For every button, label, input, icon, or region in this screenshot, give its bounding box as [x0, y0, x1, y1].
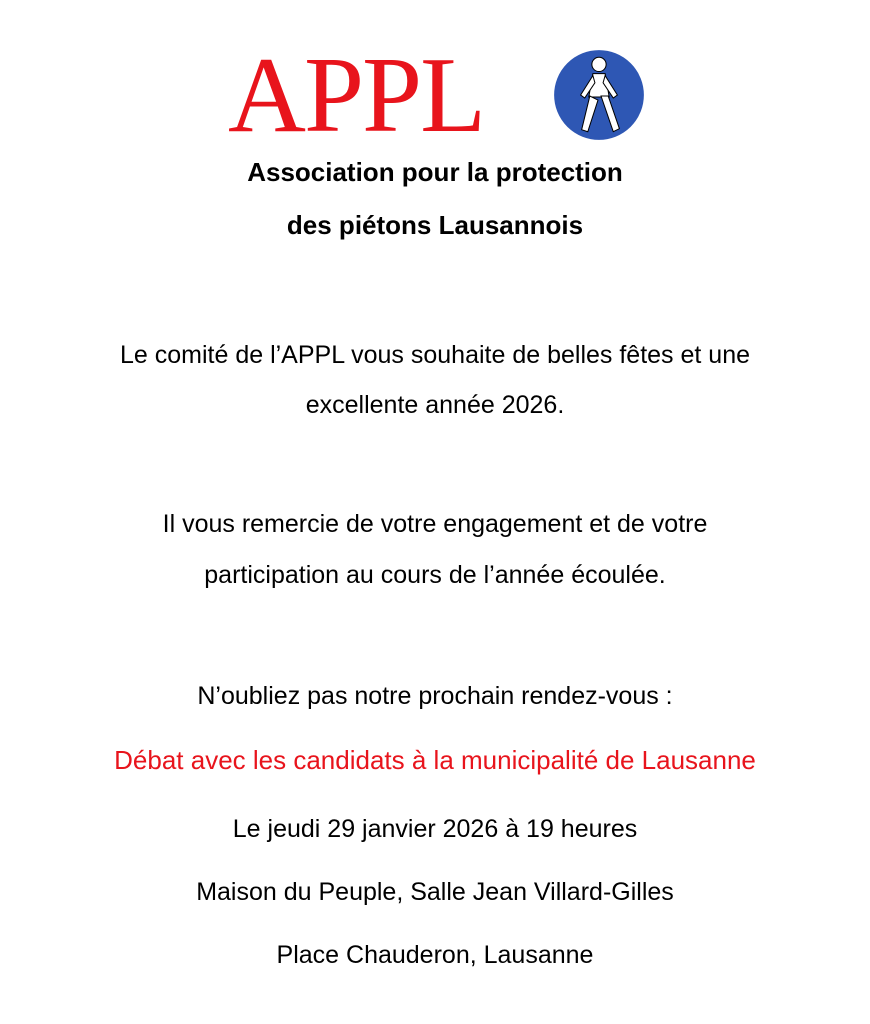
event-date: Le jeudi 29 janvier 2026 à 19 heures	[232, 815, 638, 843]
association-name-line1: Association pour la protection	[247, 157, 623, 187]
event-reminder: N’oubliez pas notre prochain rendez-vous :	[197, 682, 673, 710]
thanks-line2: participation au cours de l’année écoulée.	[204, 561, 666, 589]
event-title: Débat avec les candidats à la municipalité de Lausanne	[114, 745, 756, 775]
logo-text: APPL	[228, 36, 485, 155]
header	[0, 36, 870, 155]
event-venue: Maison du Peuple, Salle Jean Villard-Gilles	[196, 878, 674, 906]
event-place: Place Chauderon, Lausanne	[276, 941, 594, 969]
thanks-line1: Il vous remercie de votre engagement et de votre	[162, 510, 708, 538]
pedestrian-sign-icon	[548, 44, 650, 146]
greeting-line1: Le comité de l’APPL vous souhaite de belles fêtes et une	[119, 341, 751, 369]
greeting-line2: excellente année 2026.	[305, 391, 565, 419]
association-name-line2: des piétons Lausannois	[286, 210, 584, 240]
